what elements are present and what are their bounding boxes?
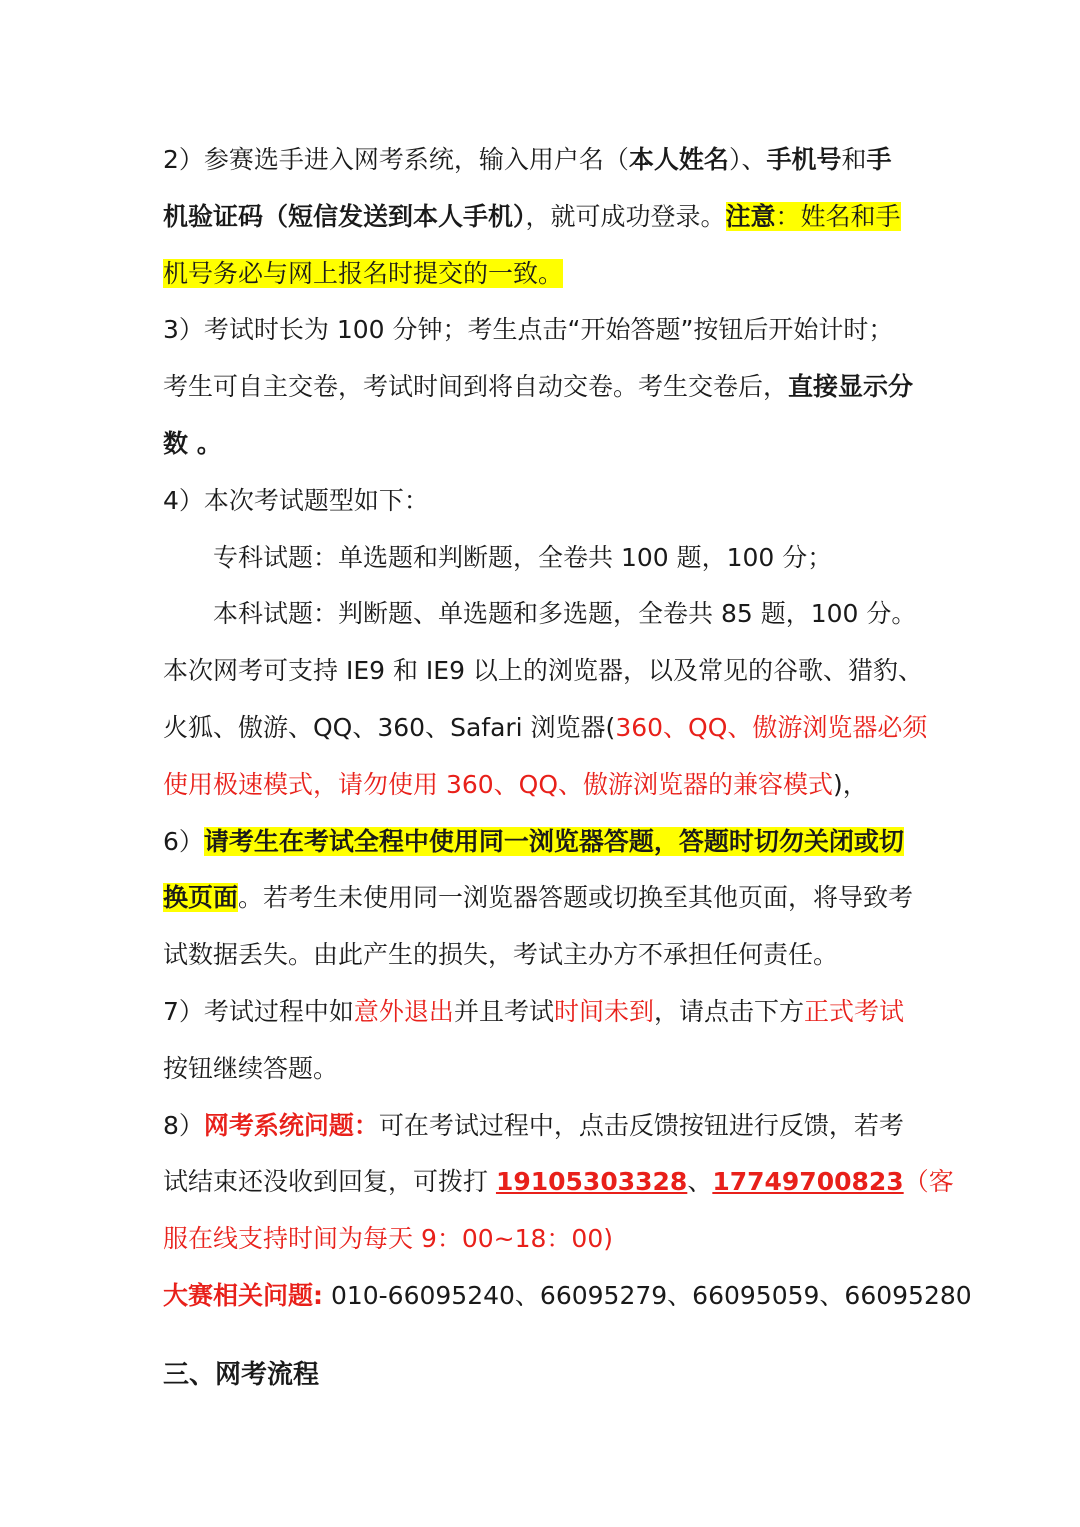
document-body (163, 132, 972, 1404)
text: ，就可成功登录。 (525, 201, 726, 231)
text: 8） (163, 1110, 204, 1140)
text: 、 (687, 1167, 713, 1197)
p2-line-2 (163, 189, 923, 246)
bold-text: 直接显示分 (788, 372, 914, 402)
text: ，请点击下方 (653, 996, 804, 1026)
text: 试结束还没收到回复，可拨打 (163, 1167, 496, 1197)
text: 可在考试过程中，点击反馈按钮进行反馈，若考 (378, 1110, 904, 1140)
p4-line-2: 专科试题：单选题和判断题，全卷共 100 题，100 分； (213, 542, 833, 572)
p7-line-2: 按钮继续答题。 (163, 1053, 339, 1083)
red-text: 360、QQ、傲游浏览器必须 (615, 712, 928, 742)
p6-line-3: 试数据丢失。由此产生的损失，考试主办方不承担任何责任。 (163, 940, 839, 970)
phone-number-2: 17749700823 (712, 1167, 904, 1197)
red-text: 时间未到 (553, 996, 654, 1026)
section-title: 三、网考流程 (163, 1359, 320, 1390)
p4-line-3: 本科试题：判断题、单选题和多选题，全卷共 85 题，100 分。 (213, 599, 917, 629)
highlight-text: ：姓名和手 (775, 201, 901, 231)
text: 火狐、傲游、QQ、360、Safari 浏览器( (163, 712, 616, 742)
text: 。若考生未使用同一浏览器答题或切换至其他页面，将导致考 (238, 883, 914, 913)
text: 并且考试 (453, 996, 554, 1026)
red-text: 正式考试 (803, 996, 904, 1026)
text: 7）考试过程中如 (163, 996, 354, 1026)
p2-line-3 (163, 246, 923, 303)
p6-line-1 (163, 814, 923, 871)
contact-numbers: 010-66095240、66095279、66095059、66095280 (323, 1280, 972, 1310)
contact-line (163, 1268, 972, 1325)
contact-label: 大赛相关问题: (163, 1280, 323, 1310)
bold-text: 手 (866, 145, 892, 174)
p4-line-1: 4）本次考试题型如下： (163, 485, 429, 515)
red-text: 使用极速模式，请勿使用 360、QQ、傲游浏览器的兼容模式 (163, 769, 834, 799)
p8-line-2 (163, 1154, 954, 1211)
text: 考生可自主交卷，考试时间到将自动交卷。考生交卷后， (163, 372, 789, 402)
p3-line-3: 数 。 (163, 428, 222, 458)
p8-line-1 (163, 1098, 923, 1155)
highlight-bold-text: 请考生在考试全程中使用同一浏览器答题，答题时切勿关闭或切 (203, 826, 904, 856)
red-text: （客 (903, 1167, 954, 1197)
p3-line-1: 3）考试时长为 100 分钟；考生点击“开始答题”按钮后开始计时； (163, 315, 894, 345)
p8-line-3: 服在线支持时间为每天 9：00~18：00) (163, 1224, 613, 1254)
spacer (163, 1325, 923, 1347)
p2-line-1 (163, 132, 923, 189)
bold-text: 本人姓名 (628, 145, 729, 174)
text: 2）参赛选手进入网考系统，输入用户名（ (163, 145, 629, 174)
text: 6） (163, 826, 204, 856)
p6-line-2 (163, 870, 923, 927)
p7-line-1 (163, 984, 923, 1041)
text: ）、 (728, 145, 767, 174)
bold-text: 手机号 (766, 145, 842, 174)
p5-line-3 (163, 757, 923, 814)
highlight-text: 机号务必与网上报名时提交的一致。 (163, 258, 564, 288)
text: )， (833, 769, 868, 799)
highlight-bold-text: 注意 (725, 201, 776, 231)
p3-line-2 (163, 359, 923, 416)
phone-number-1: 19105303328 (495, 1167, 688, 1197)
highlight-bold-text: 换页面 (163, 883, 239, 913)
bold-text: 机验证码（短信发送到本人手机） (163, 201, 526, 231)
p5-line-1: 本次网考可支持 IE9 和 IE9 以上的浏览器，以及常见的谷歌、猎豹、 (163, 656, 923, 686)
red-bold-text: 网考系统问题： (203, 1110, 379, 1140)
red-text: 意外退出 (353, 996, 454, 1026)
p5-line-2 (163, 700, 928, 757)
text: 和 (841, 145, 867, 174)
